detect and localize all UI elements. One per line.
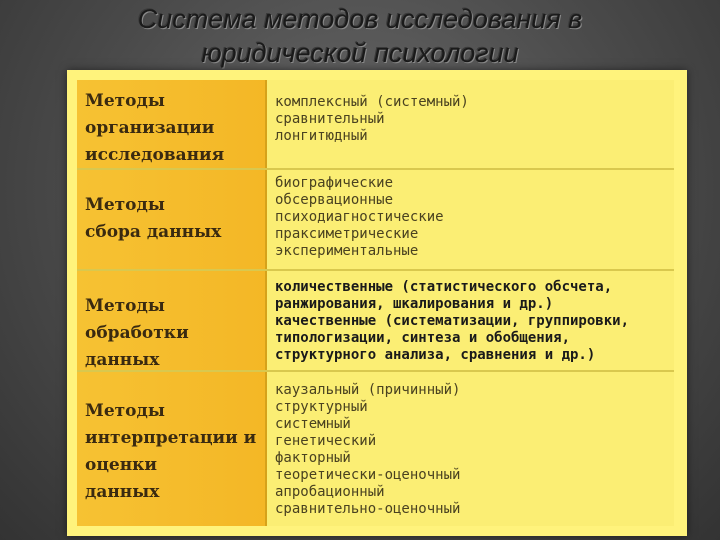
- row-collection: [77, 170, 674, 271]
- category-cell: [77, 271, 267, 370]
- method-item: апробационный: [275, 484, 385, 500]
- methods-cell: [267, 80, 674, 168]
- method-item: ранжирования, шкалирования и др.): [275, 296, 554, 312]
- category-line: оценки: [85, 455, 158, 475]
- row-organization: [77, 80, 674, 170]
- method-item: структурный: [275, 399, 368, 415]
- method-item: сравнительный: [275, 111, 385, 127]
- method-item: психодиагностические: [275, 209, 444, 225]
- title-line-1: Система методов исследования в: [137, 4, 583, 34]
- method-item: типологизации, синтеза и обобщения,: [275, 330, 571, 346]
- method-item: системный: [275, 416, 351, 432]
- category-line: обработки данных: [85, 323, 189, 370]
- methods-cell: [267, 271, 674, 370]
- method-item: количественные (статистического обсчета,: [275, 279, 613, 295]
- row-interpretation: [77, 372, 674, 526]
- method-item: обсервационные: [275, 192, 394, 208]
- category-line: сбора данных: [85, 222, 222, 242]
- method-item: теоретически-оценочный: [275, 467, 461, 483]
- method-item: праксиметрические: [275, 226, 419, 242]
- method-item: лонгитюдный: [275, 128, 368, 144]
- method-item: комплексный (системный): [275, 94, 469, 110]
- method-item: генетический: [275, 433, 377, 449]
- method-item: экспериментальные: [275, 243, 419, 259]
- category-line: исследования: [85, 145, 225, 165]
- methods-table: [67, 70, 687, 536]
- title-line-2: юридической психологии: [201, 38, 519, 68]
- row-processing: [77, 271, 674, 372]
- category-line: интерпретации и: [85, 428, 257, 448]
- category-line: Методы: [85, 296, 165, 316]
- category-cell: [77, 80, 267, 168]
- category-cell: [77, 372, 267, 526]
- category-line: данных: [85, 482, 160, 502]
- slide-title: [0, 2, 720, 70]
- method-item: качественные (систематизации, группировки,: [275, 313, 630, 329]
- methods-cell: [267, 372, 674, 526]
- category-cell: [77, 170, 267, 269]
- category-line: Методы: [85, 91, 165, 111]
- category-line: Методы: [85, 195, 165, 215]
- category-line: организации: [85, 118, 215, 138]
- methods-cell: [267, 170, 674, 269]
- method-item: сравнительно-оценочный: [275, 501, 461, 517]
- method-item: каузальный (причинный): [275, 382, 461, 398]
- method-item: факторный: [275, 450, 351, 466]
- method-item: биографические: [275, 175, 394, 191]
- method-item: структурного анализа, сравнения и др.): [275, 347, 596, 363]
- category-line: Методы: [85, 401, 165, 421]
